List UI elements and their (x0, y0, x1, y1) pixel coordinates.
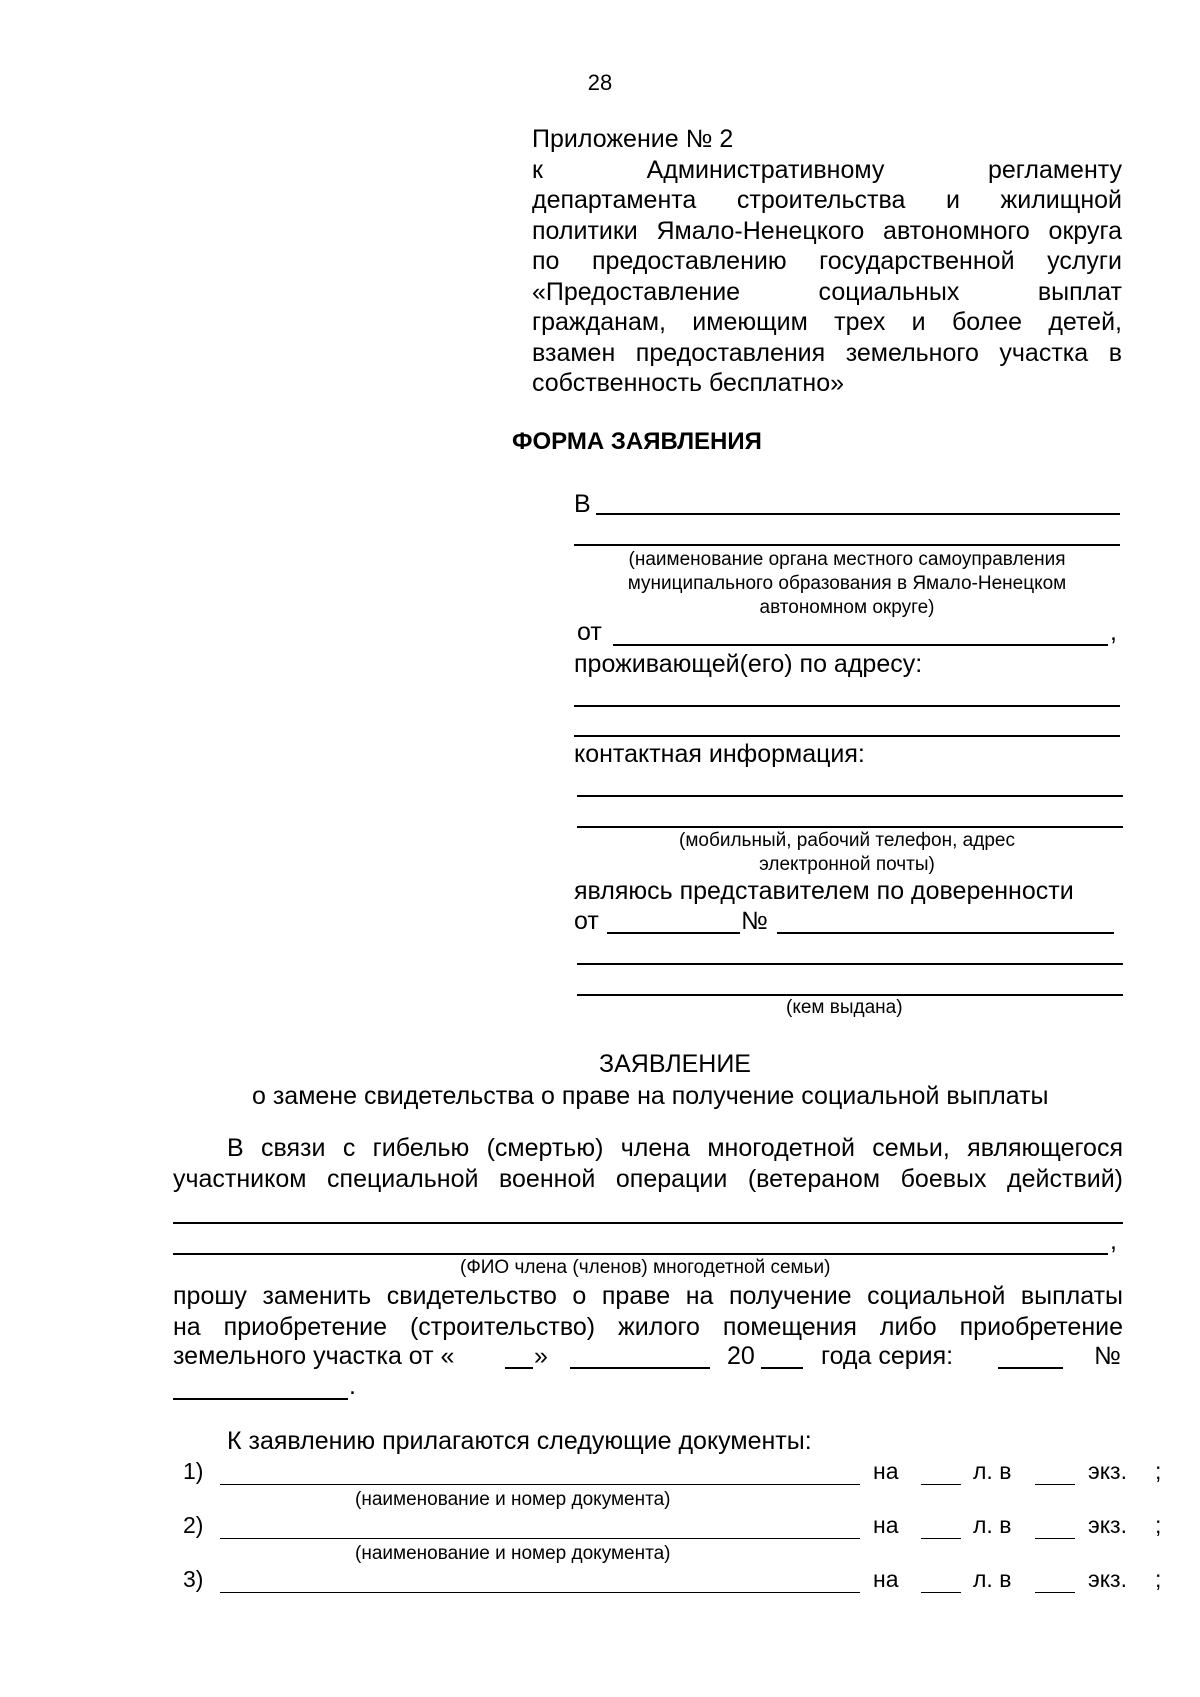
paragraph-line: В связи с гибелью (смертью) члена многодетной семьи, являющегося (227, 1134, 1123, 1162)
statement-paragraph-2 (173, 1281, 1123, 1342)
attachment-row (0, 1458, 1200, 1492)
certificate-number-field[interactable] (173, 1398, 348, 1400)
series-label: года серия: (821, 1342, 954, 1370)
paragraph-line: прошу заменить свидетельство о праве на получение социальной выплаты (173, 1282, 1123, 1310)
certificate-number-sign: № (1094, 1342, 1121, 1370)
address-field-line-1[interactable] (574, 705, 1120, 707)
appendix-line: гражданам, имеющим трех и более детей, (532, 308, 1122, 336)
sentence-end: . (349, 1372, 356, 1400)
statement-paragraph-1 (173, 1133, 1123, 1194)
appendix-line: департамента строительства и жилищной (532, 186, 1122, 214)
form-title: ФОРМА ЗАЯВЛЕНИЯ (512, 428, 762, 455)
contact-field-line-2[interactable] (577, 826, 1123, 828)
series-field[interactable] (998, 1367, 1063, 1369)
proxy-date-field[interactable] (607, 932, 740, 934)
year-field[interactable] (761, 1367, 803, 1369)
proxy-number-sign: № (741, 907, 768, 935)
document-name-field[interactable] (220, 1538, 860, 1539)
date-text-prefix: земельного участка от « (173, 1342, 455, 1370)
proxy-label: являюсь представителем по доверенности (574, 877, 1074, 905)
attachment-row (0, 1512, 1200, 1546)
issued-by-field-line-1[interactable] (577, 963, 1123, 965)
document-name-field[interactable] (220, 1484, 860, 1485)
year-prefix: 20 (727, 1342, 755, 1370)
address-label: проживающей(его) по адресу: (574, 650, 923, 678)
copies-label: экз. (1088, 1458, 1127, 1484)
date-text-quote-close: » (534, 1342, 548, 1370)
issued-by-caption: (кем выдана) (786, 997, 903, 1018)
sheets-label: л. в (973, 1566, 1012, 1592)
fio-field-line-1[interactable] (173, 1222, 1123, 1224)
fio-caption: (ФИО члена (членов) многодетной семьи) (460, 1257, 831, 1278)
attachment-index: 2) (183, 1512, 204, 1538)
appendix-line: собственность бесплатно» (532, 369, 844, 397)
copies-count-field[interactable] (1035, 1592, 1075, 1593)
copies-count-field[interactable] (1035, 1484, 1075, 1485)
row-semicolon: ; (1155, 1566, 1162, 1592)
sheets-count-field[interactable] (921, 1538, 961, 1539)
attachment-caption: (наименование и номер документа) (355, 1543, 671, 1564)
month-field[interactable] (570, 1367, 710, 1369)
paragraph-line: на приобретение (строительство) жилого помещения либо приобретение (173, 1312, 1123, 1341)
appendix-line: к Административному регламенту (532, 155, 1122, 184)
on-label: на (873, 1512, 899, 1538)
copies-count-field[interactable] (1035, 1538, 1075, 1539)
row-semicolon: ; (1155, 1512, 1162, 1538)
org-name-field[interactable] (596, 513, 1120, 515)
on-label: на (873, 1566, 899, 1592)
applicant-name-field[interactable] (613, 644, 1108, 646)
org-caption: (наименование органа местного самоуправления муниципального образования в Ямало-Ненецком автономном округе) (627, 549, 1067, 618)
sheets-count-field[interactable] (921, 1484, 961, 1485)
fio-comma: , (1110, 1227, 1117, 1255)
proxy-number-field[interactable] (777, 932, 1114, 934)
statement-subtitle: о замене свидетельства о праве на получение социальной выплаты (252, 1082, 1049, 1110)
appendix-line: взамен предоставления земельного участка в (532, 338, 1122, 367)
document-name-field[interactable] (220, 1592, 860, 1593)
appendix-line: Приложение № 2 (532, 125, 734, 153)
copies-label: экз. (1088, 1566, 1127, 1592)
address-field-line-2[interactable] (574, 735, 1120, 737)
sheets-label: л. в (973, 1512, 1012, 1538)
attachment-index: 1) (183, 1458, 204, 1484)
fio-field-line-2[interactable] (173, 1253, 1108, 1255)
on-label: на (873, 1458, 899, 1484)
attachments-intro: К заявлению прилагаются следующие документы: (227, 1427, 812, 1455)
attachment-caption: (наименование и номер документа) (355, 1489, 671, 1510)
contact-field-line-1[interactable] (577, 795, 1123, 797)
copies-label: экз. (1088, 1512, 1127, 1538)
appendix-line: по предоставлению государственной услуги (532, 247, 1122, 275)
day-field[interactable] (505, 1367, 533, 1369)
page-number: 28 (587, 70, 613, 95)
row-semicolon: ; (1155, 1458, 1162, 1484)
from-comma: , (1110, 618, 1117, 646)
from-prefix: от (577, 618, 602, 646)
appendix-line: политики Ямало-Ненецкого автономного округа (532, 216, 1122, 245)
sheets-label: л. в (973, 1458, 1012, 1484)
contact-caption: (мобильный, рабочий телефон, адрес электронной почты) (679, 830, 1015, 875)
appendix-block (532, 124, 1122, 399)
to-prefix: В (574, 490, 591, 518)
statement-title: ЗАЯВЛЕНИЕ (598, 1050, 751, 1078)
org-name-field-line-2[interactable] (574, 544, 1120, 546)
attachment-row (0, 1566, 1200, 1600)
attachment-index: 3) (183, 1566, 204, 1592)
paragraph-line: участником специальной военной операции (ветераном боевых действий) (173, 1164, 1123, 1193)
sheets-count-field[interactable] (921, 1592, 961, 1593)
appendix-line: «Предоставление социальных выплат (532, 277, 1122, 306)
issued-by-field-line-2[interactable] (577, 994, 1123, 996)
proxy-from: от (574, 907, 599, 935)
contact-label: контактная информация: (574, 740, 865, 768)
